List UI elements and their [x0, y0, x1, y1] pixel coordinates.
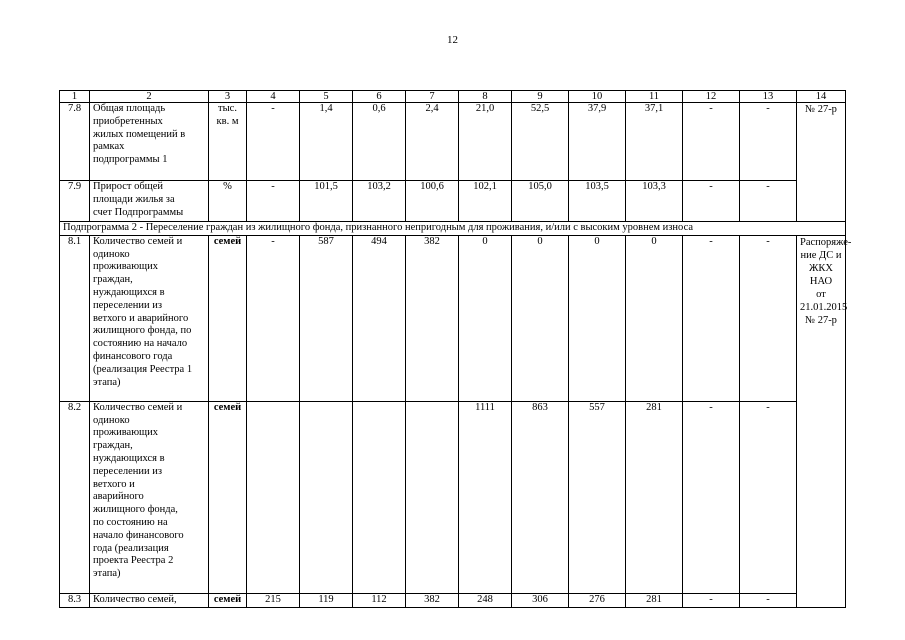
value-cell: 103,3	[626, 181, 683, 222]
column-number: 3	[209, 91, 247, 103]
column-number: 6	[353, 91, 406, 103]
value-cell: 103,5	[569, 181, 626, 222]
value-cell: 863	[512, 401, 569, 593]
value-cell: 276	[569, 593, 626, 607]
column-number: 11	[626, 91, 683, 103]
column-number: 2	[90, 91, 209, 103]
value-cell: 0	[626, 235, 683, 401]
section-row	[60, 222, 846, 236]
column-number: 8	[459, 91, 512, 103]
value-cell: -	[683, 235, 740, 401]
value-cell: 21,0	[459, 103, 512, 181]
value-cell	[300, 401, 353, 593]
table-row	[60, 235, 846, 401]
value-cell: 215	[247, 593, 300, 607]
basis-document: № 27-р	[797, 103, 846, 222]
value-cell: -	[740, 103, 797, 181]
value-cell: 557	[569, 401, 626, 593]
unit-cell: семей	[209, 593, 247, 607]
unit-cell: тыс. кв. м	[209, 103, 247, 181]
value-cell: 119	[300, 593, 353, 607]
value-cell: 103,2	[353, 181, 406, 222]
indicator-name: Количество семей и одиноко проживающих граждан, нуждающихся в переселении из ветхого и аварийного жилищного фонда, по состоянию на начало финансового года (реализация Реестра 1 этапа)	[90, 235, 209, 401]
value-cell: -	[740, 593, 797, 607]
column-number: 12	[683, 91, 740, 103]
value-cell: 587	[300, 235, 353, 401]
value-cell: 2,4	[406, 103, 459, 181]
value-cell	[247, 401, 300, 593]
value-cell: 281	[626, 401, 683, 593]
value-cell: 0	[569, 235, 626, 401]
table-row	[60, 103, 846, 181]
value-cell: -	[683, 103, 740, 181]
value-cell: 248	[459, 593, 512, 607]
table-row	[60, 401, 846, 593]
basis-document: Распоряже- ние ДС и ЖКХ НАО от 21.01.2015 № 27-р	[797, 235, 846, 607]
indicator-name: Общая площадь приобретенных жилых помещений в рамках подпрограммы 1	[90, 103, 209, 181]
value-cell: -	[683, 181, 740, 222]
column-number: 5	[300, 91, 353, 103]
column-number: 7	[406, 91, 459, 103]
indicator-name: Прирост общей площади жилья за счет Подпрограммы	[90, 181, 209, 222]
row-number: 7.9	[60, 181, 90, 222]
indicator-name: Количество семей,	[90, 593, 209, 607]
value-cell: 37,9	[569, 103, 626, 181]
value-cell: -	[683, 593, 740, 607]
column-number: 13	[740, 91, 797, 103]
value-cell: 281	[626, 593, 683, 607]
value-cell: -	[247, 235, 300, 401]
value-cell: 102,1	[459, 181, 512, 222]
value-cell: 100,6	[406, 181, 459, 222]
value-cell	[406, 401, 459, 593]
value-cell: 494	[353, 235, 406, 401]
value-cell: 382	[406, 235, 459, 401]
value-cell: 105,0	[512, 181, 569, 222]
value-cell: 0	[459, 235, 512, 401]
unit-cell: %	[209, 181, 247, 222]
row-number: 8.1	[60, 235, 90, 401]
value-cell: 1,4	[300, 103, 353, 181]
value-cell: -	[740, 181, 797, 222]
row-number: 8.3	[60, 593, 90, 607]
row-number: 8.2	[60, 401, 90, 593]
page-number: 12	[447, 34, 458, 46]
table-row	[60, 593, 846, 607]
indicator-name: Количество семей и одиноко проживающих граждан, нуждающихся в переселении из ветхого и аварийного жилищного фонда, по состоянию на начало финансового года (реализация проекта Реестра 2 этапа)	[90, 401, 209, 593]
value-cell: 0,6	[353, 103, 406, 181]
value-cell: -	[247, 103, 300, 181]
row-number: 7.8	[60, 103, 90, 181]
value-cell: 37,1	[626, 103, 683, 181]
column-number: 9	[512, 91, 569, 103]
value-cell: -	[740, 401, 797, 593]
column-number: 4	[247, 91, 300, 103]
value-cell: -	[247, 181, 300, 222]
value-cell: 1111	[459, 401, 512, 593]
value-cell	[353, 401, 406, 593]
value-cell: -	[740, 235, 797, 401]
value-cell: 112	[353, 593, 406, 607]
value-cell: 306	[512, 593, 569, 607]
value-cell: 52,5	[512, 103, 569, 181]
value-cell: 101,5	[300, 181, 353, 222]
column-number: 1	[60, 91, 90, 103]
table-row	[60, 181, 846, 222]
value-cell: 382	[406, 593, 459, 607]
section-title: Подпрограмма 2 - Переселение граждан из жилищного фонда, признанного непригодным для проживания, и/или с высоким уровнем износа	[60, 222, 846, 236]
value-cell: 0	[512, 235, 569, 401]
unit-cell: семей	[209, 401, 247, 593]
column-number: 10	[569, 91, 626, 103]
unit-cell: семей	[209, 235, 247, 401]
column-number: 14	[797, 91, 846, 103]
column-number-row	[60, 91, 846, 103]
value-cell: -	[683, 401, 740, 593]
indicators-table	[59, 90, 852, 608]
